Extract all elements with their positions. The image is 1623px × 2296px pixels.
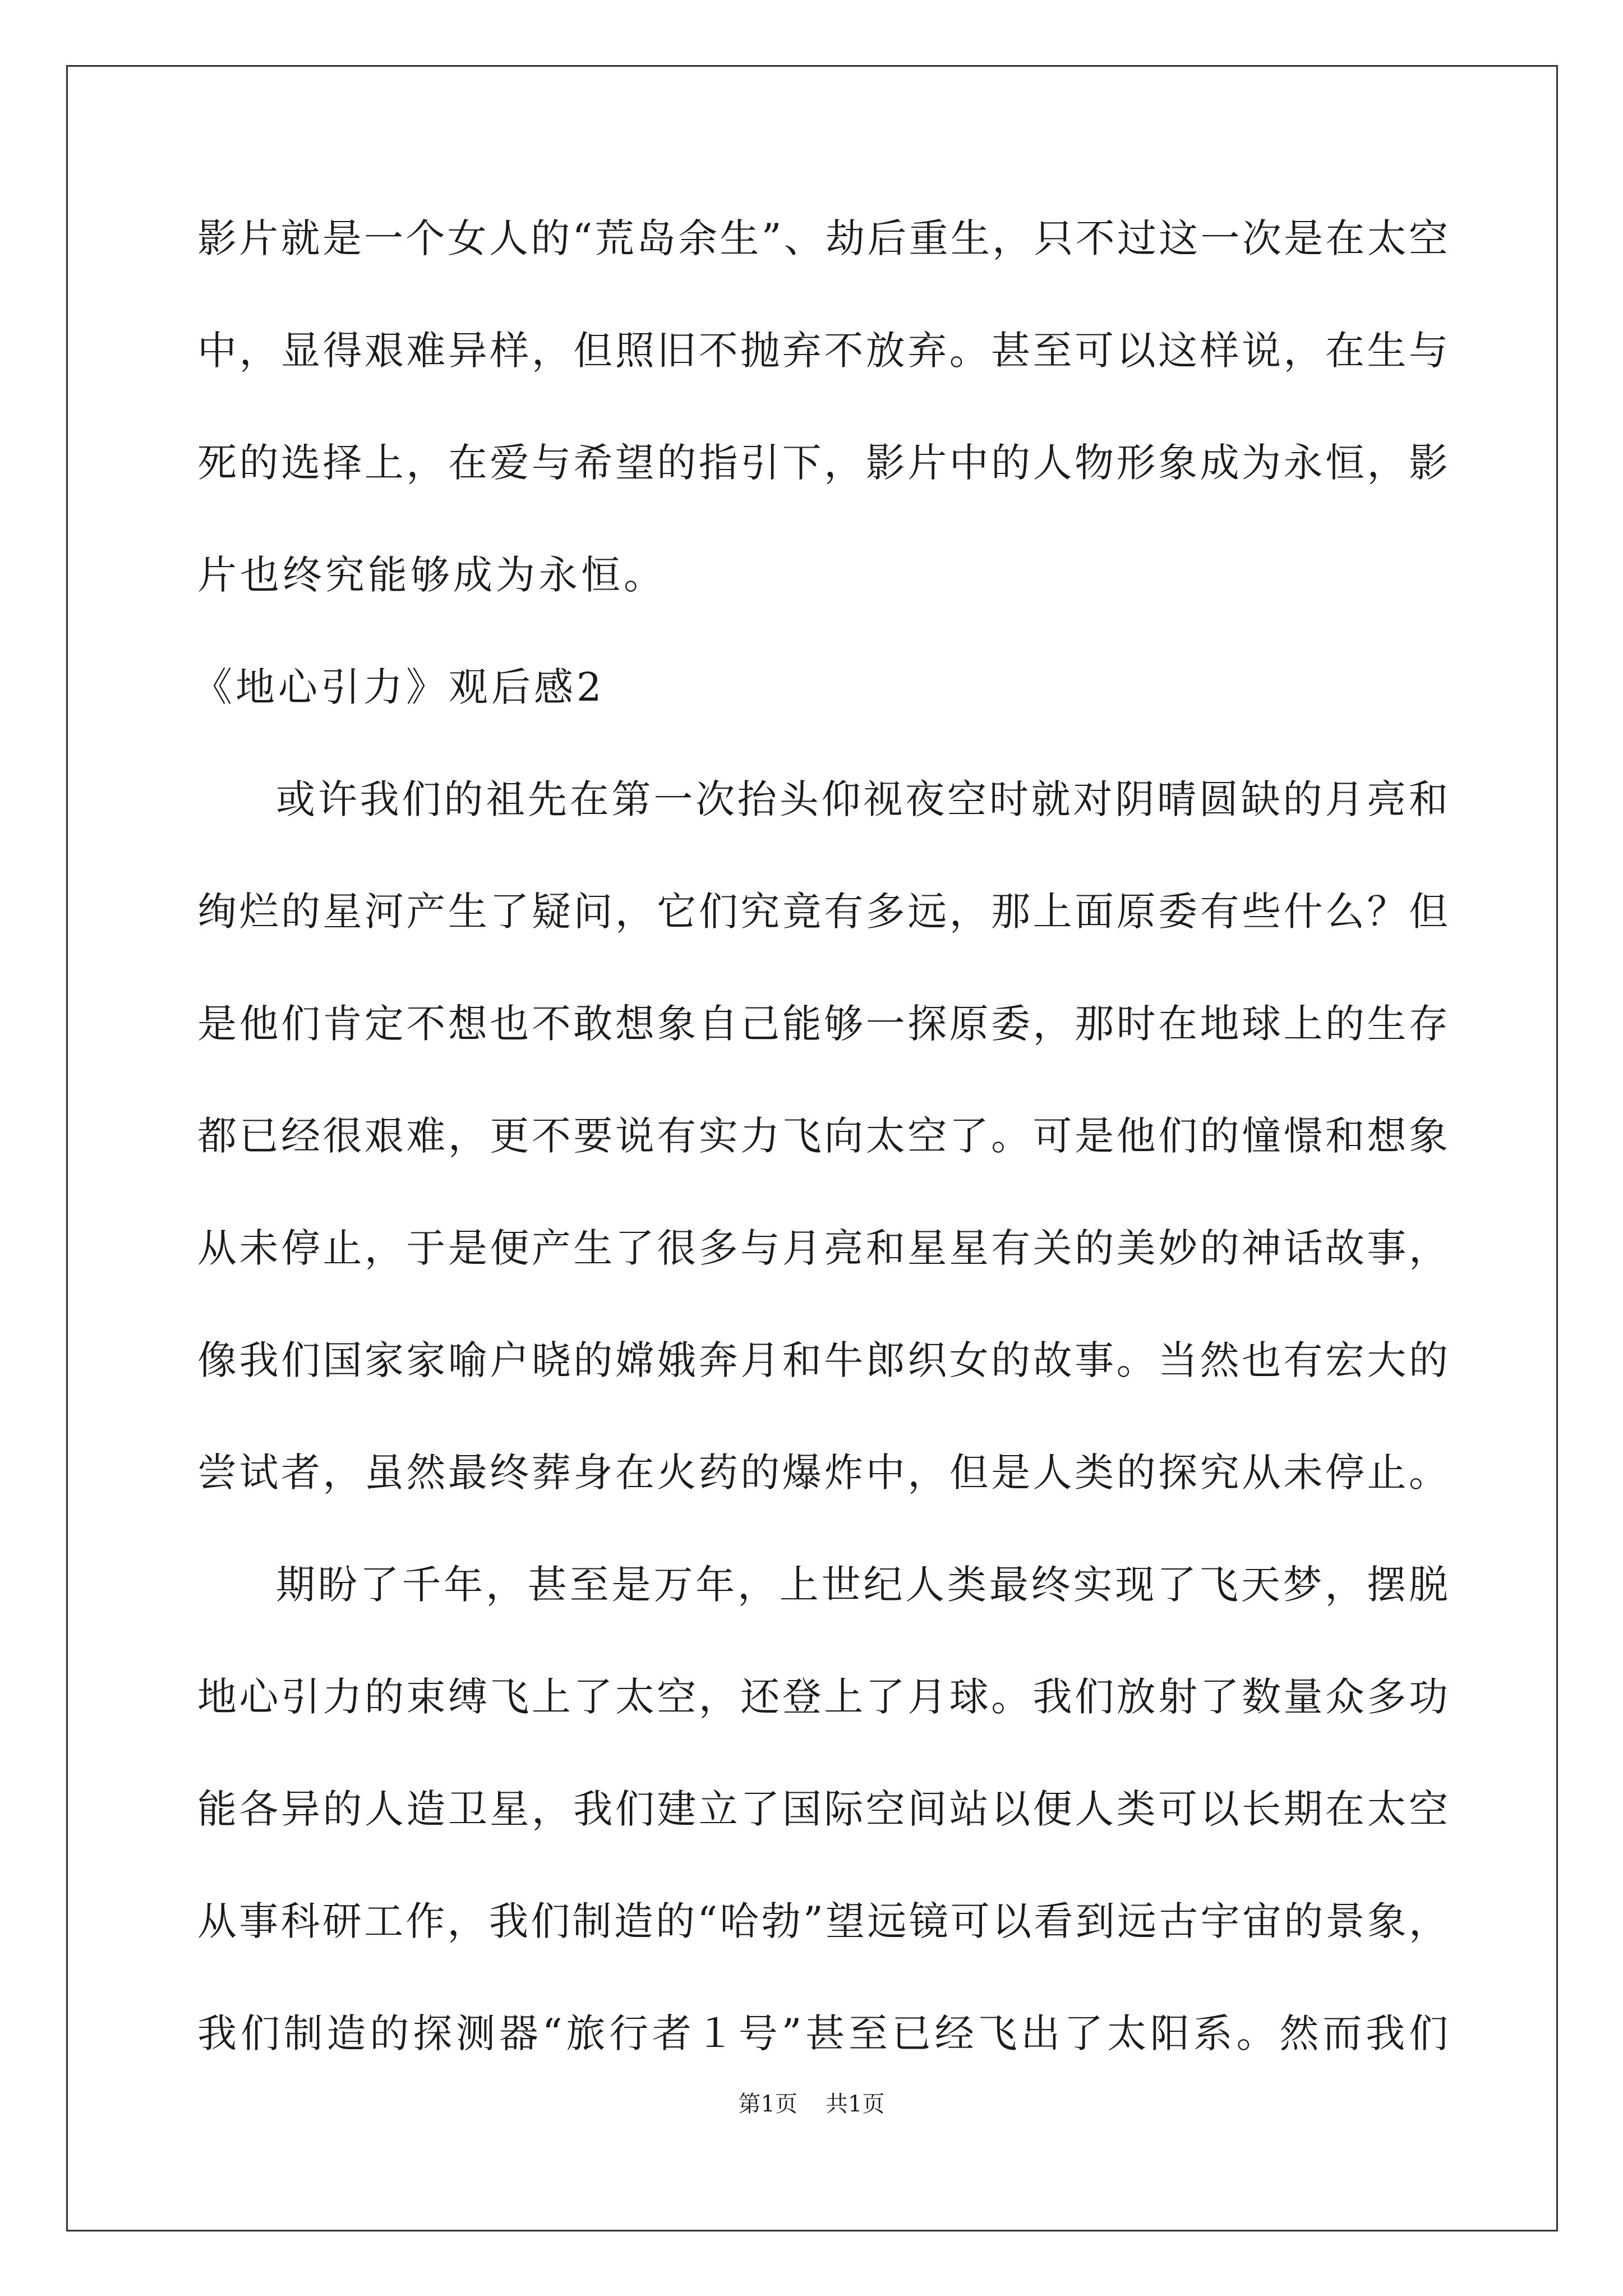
paragraph-line: 影片就是一个女人的“荒岛余生”、劫后重生，只不过这一次是在太空 — [197, 215, 1448, 261]
paragraph-line: 中，显得艰难异样，但照旧不抛弃不放弃。甚至可以这样说，在生与 — [197, 328, 1448, 374]
paragraph-line: 尝试者，虽然最终葬身在火药的爆炸中，但是人类的探究从未停止。 — [197, 1450, 1448, 1496]
paragraph-line: 能各异的人造卫星，我们建立了国际空间站以便人类可以长期在太空 — [197, 1786, 1448, 1832]
paragraph-line: 我们制造的探测器“旅行者１号”甚至已经飞出了太阳系。然而我们 — [197, 2010, 1448, 2056]
paragraph-line: 像我们国家家喻户晓的嫦娥奔月和牛郎织女的故事。当然也有宏大的 — [197, 1337, 1448, 1383]
paragraph-line: 从未停止，于是便产生了很多与月亮和星星有关的美妙的神话故事， — [197, 1225, 1448, 1271]
paragraph-line: 或许我们的祖先在第一次抬头仰视夜空时就对阴晴圆缺的月亮和 — [276, 776, 1448, 822]
page-footer — [0, 2090, 1623, 2118]
section-heading: 《地心引力》观后感2 — [193, 664, 605, 710]
paragraph-line: 死的选择上，在爱与希望的指引下，影片中的人物形象成为永恒，影 — [197, 440, 1448, 486]
page-number: 第1页 — [738, 2091, 797, 2117]
paragraph-line: 是他们肯定不想也不敢想象自己能够一探原委，那时在地球上的生存 — [197, 1001, 1448, 1047]
paragraph-line: 从事科研工作，我们制造的“哈勃”望远镜可以看到远古宇宙的景象， — [197, 1898, 1448, 1944]
paragraph-line: 片也终究能够成为永恒。 — [197, 552, 666, 598]
paragraph-line: 绚烂的星河产生了疑问，它们究竟有多远，那上面原委有些什么？但 — [197, 889, 1448, 935]
paragraph-line: 期盼了千年，甚至是万年，上世纪人类最终实现了飞天梦，摆脱 — [276, 1562, 1448, 1608]
paragraph-line: 地心引力的束缚飞上了太空，还登上了月球。我们放射了数量众多功 — [197, 1674, 1448, 1720]
page-total: 共1页 — [826, 2091, 885, 2117]
paragraph-line: 都已经很艰难，更不要说有实力飞向太空了。可是他们的憧憬和想象 — [197, 1113, 1448, 1159]
